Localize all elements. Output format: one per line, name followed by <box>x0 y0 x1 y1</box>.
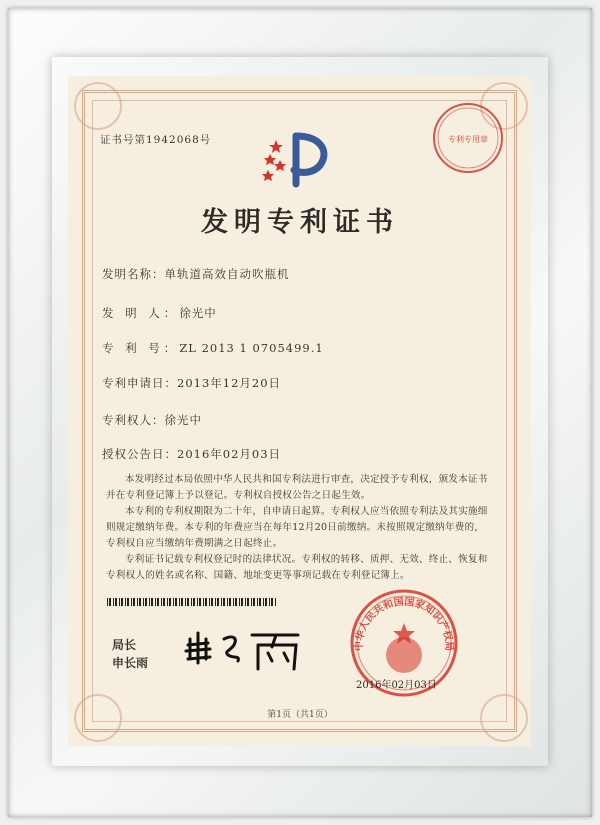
page-footer: 第1页（共1页） <box>267 710 333 720</box>
issue-date: 2016年02月03日 <box>356 680 437 691</box>
paragraph-grant: 本发明经过本局依照中华人民共和国专利法进行审查，决定授予专利权，颁发本证书并在专利登记簿上予以登记。专利权自授权公告之日起生效。 <box>106 474 488 501</box>
patentee-value: 徐光中 <box>164 413 202 427</box>
director-name: 申长雨 <box>112 656 149 670</box>
patentee-label: 专利权人： <box>102 413 165 427</box>
paragraph-records: 专利证书记载专利权登记时的法律状况。专利权的转移、质押、无效、终止、恢复和专利权人的姓名或名称、国籍、地址变更等事项记载在专利登记簿上。 <box>106 554 488 581</box>
invention-name-row <box>102 266 290 282</box>
invention-name-value: 单轨道高效自动吹瓶机 <box>164 267 290 281</box>
grant-date-value: 2016年02月03日 <box>177 447 282 461</box>
filing-date-label: 专利申请日： <box>102 376 177 390</box>
paragraph-term: 本专利的专利权期限为二十年，自申请日起算。专利权人应当依照专利法及其实施细则规定缴纳年费。本专利的年费应当在每年12月20日前缴纳。未按照规定缴纳年费的，专利权自应当缴纳年费期满之日起终止。 <box>106 506 488 549</box>
inventor-label: 发 明 人： <box>102 306 180 320</box>
patent-number-label: 专 利 号： <box>102 341 180 355</box>
patent-number-value: ZL 2013 1 0705499.1 <box>179 341 324 355</box>
grant-date-row <box>102 446 281 462</box>
seal-small-text: 专利专用章 <box>448 135 488 144</box>
grant-date-label: 授权公告日： <box>102 447 177 461</box>
inventor-row <box>102 305 217 321</box>
corner-ornament-top-left <box>74 82 122 130</box>
patent-office-logo-icon <box>262 128 332 190</box>
patent-number-row <box>102 340 324 356</box>
director-signature <box>180 625 310 675</box>
director-title: 局长 <box>112 638 137 652</box>
barcode <box>107 598 277 606</box>
inventor-value: 徐光中 <box>179 306 217 320</box>
filing-date-value: 2013年12月20日 <box>177 376 282 390</box>
certificate-number: 证书号第1942068号 <box>100 134 212 146</box>
certificate-title: 发明专利证书 <box>201 207 399 238</box>
invention-name-label: 发明名称： <box>102 267 165 281</box>
filing-date-row <box>102 375 281 391</box>
seal-main-text: 中华人民共和国国家知识产权局 <box>353 596 455 652</box>
patentee-row <box>102 412 202 428</box>
patent-seal-small <box>430 100 506 176</box>
